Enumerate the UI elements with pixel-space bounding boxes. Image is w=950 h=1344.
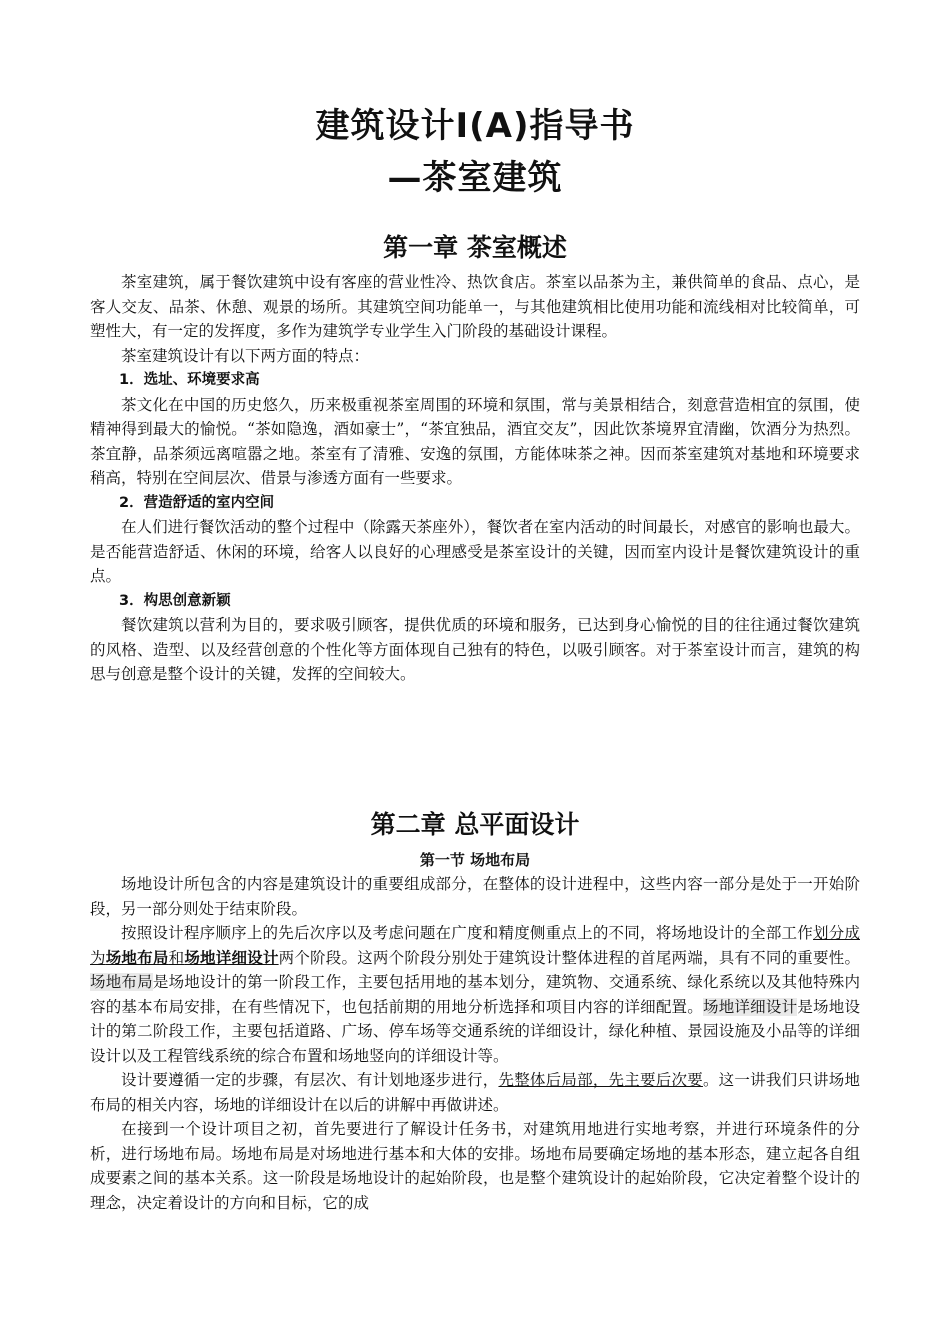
item-3-text: 餐饮建筑以营利为目的，要求吸引顾客，提供优质的环境和服务，已达到身心愉悦的目的往往通过餐饮建筑的风格、造型、以及经营创意的个性化等方面体现自己独有的特色，以吸引顾客。对于茶室设计而言，建筑的构思与创意是整个设计的关键，发挥的空间较大。 <box>90 616 860 683</box>
item-1-title: 1．选址、环境要求高 <box>119 372 260 388</box>
chapter-2-p2 <box>90 921 860 1068</box>
p2-text-h: 是场地设计的第一阶段工作，主要包括用地的基本划分，建筑物、交通系统、绿化系统以及其他特殊内容的基本布局安排，在有些情况下，也包括前期的用地分析选择和项目内容的详细配置。 <box>90 973 860 1016</box>
p2-underline-split: 划分成为 <box>90 924 860 967</box>
chapter-1-intro: 茶室建筑，属于餐饮建筑中设有客座的营业性冷、热饮食店。茶室以品茶为主，兼供简单的食品、点心，是客人交友、品茶、休憩、观景的场所。其建筑空间功能单一，与其他建筑相比使用功能和流线相对比较简单，可塑性大，有一定的发挥度，多作为建筑学专业学生入门阶段的基础设计课程。 <box>90 273 860 340</box>
section-1-heading: 第一节 场地布局 <box>419 851 531 869</box>
chapter-2-p3 <box>90 1068 860 1117</box>
p2-text-j: 是场地设计的第二阶段工作，主要包括道路、广场、停车场等交通系统的详细设计，绿化种植、景园设施及小品等的详细设计以及工程管线系统的综合布置和场地竖向的详细设计等。 <box>90 997 860 1065</box>
item-3-title: 3．构思创意新颖 <box>119 592 231 609</box>
p3-text-a: 设计要遵循一定的步骤，有层次、有计划地逐步进行， <box>121 1071 499 1089</box>
chapter-2-p4: 在接到一个设计项目之初，首先要进行了解设计任务书，对建筑用地进行实地考察，并进行环境条件的分析，进行场地布局。场地布局是对场地进行基本和大体的安排。场地布局要确定场地的基本形态，建立起各自组成要素之间的基本关系。这一阶段是场地设计的起始阶段，也是整个建筑设计的起始阶段，它决定着整个设计的理念，决定着设计的方向和目标，它的成 <box>90 1120 860 1212</box>
p2-highlight-detailed-design: 场地详细设计 <box>703 997 798 1016</box>
chapter-2-heading: 第二章 总平面设计 <box>370 810 580 839</box>
p2-term-site-layout: 场地布局 <box>105 947 169 967</box>
p2-and: 和 <box>168 948 185 967</box>
p2-highlight-site-layout: 场地布局 <box>90 973 153 991</box>
p2-term-detailed-design: 场地详细设计 <box>184 947 279 967</box>
chapter-1-heading: 第一章 茶室概述 <box>383 233 567 262</box>
p2-text-f: 两个阶段。这两个阶段分别处于建筑设计整体进程的首尾两端，具有不同的重要性。 <box>278 948 860 967</box>
chapter-2-p1: 场地设计所包含的内容是建筑设计的重要组成部分，在整体的设计进程中，这些内容一部分是处于一开始阶段，另一部分则处于结束阶段。 <box>90 875 860 918</box>
document-subtitle: —茶室建筑 <box>387 158 563 198</box>
chapter-2-body <box>90 872 860 1215</box>
item-1-text: 茶文化在中国的历史悠久，历来极重视茶室周围的环境和氛围，常与美景相结合，刻意营造相宜的氛围，使精神得到最大的愉悦。“茶如隐逸，酒如豪士”，“茶宜独品，酒宜交友”，因此饮茶境界宜清幽，饮酒分为热烈。茶宜静，品茶须远离喧嚣之地。茶室有了清雅、安逸的氛围，方能体味茶之神。因而茶室建筑对基地和环境要求稍高，特别在空间层次、借景与渗透方面有一些要求。 <box>90 395 860 487</box>
p3-text-c: 。这一讲我们只讲场地布局的相关内容，场地的详细设计在以后的讲解中再做讲述。 <box>90 1071 860 1114</box>
p3-underline-principle: 先整体后局部，先主要后次要 <box>498 1071 703 1089</box>
item-2-title: 2．营造舒适的室内空间 <box>119 494 275 511</box>
chapter-1-lead: 茶室建筑设计有以下两方面的特点： <box>121 346 370 365</box>
item-2-text: 在人们进行餐饮活动的整个过程中（除露天茶座外），餐饮者在室内活动的时间最长，对感官的影响也最大。是否能营造舒适、休闲的环境，给客人以良好的心理感受是茶室设计的关键，因而室内设计是餐饮建筑设计的重点。 <box>90 518 860 585</box>
p2-text-a: 按照设计程序顺序上的先后次序以及考虑问题在广度和精度侧重点上的不同，将场地设计的全部工作 <box>121 924 814 942</box>
chapter-1-body <box>90 270 860 687</box>
document-title: 建筑设计Ⅰ(A)指导书 <box>315 106 635 146</box>
